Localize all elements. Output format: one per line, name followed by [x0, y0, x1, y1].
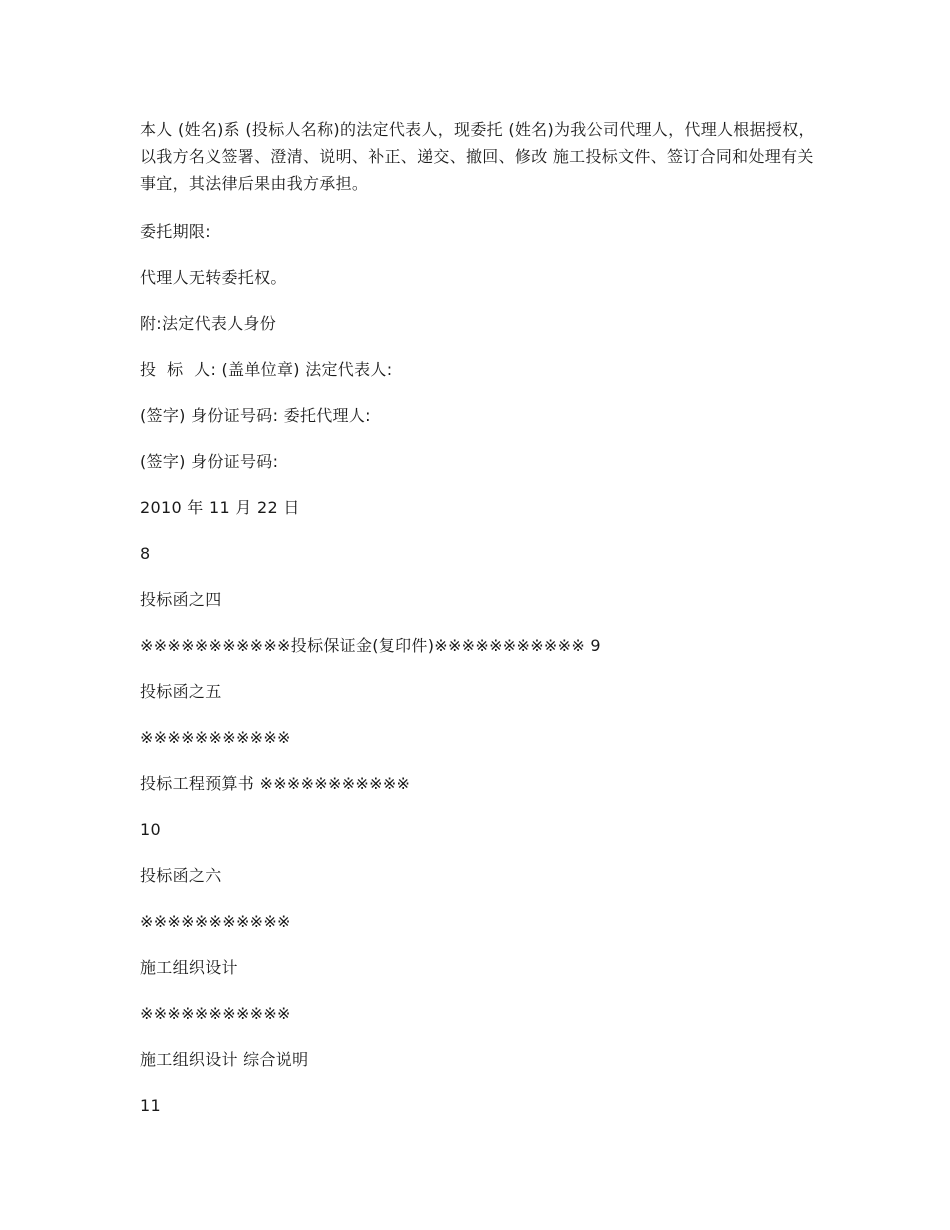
- entrust-period-line: 委托期限:: [140, 222, 211, 241]
- bid-bond-line: ※※※※※※※※※※※投标保证金(复印件)※※※※※※※※※※※ 9: [140, 636, 601, 655]
- construction-design-line: 施工组织设计: [140, 958, 238, 977]
- section-heading-5: 投标函之五: [140, 682, 222, 701]
- page-number-11: 11: [140, 1096, 161, 1115]
- intro-paragraph: 本人 (姓名)系 (投标人名称)的法定代表人，现委托 (姓名)为我公司代理人，代理人根据授权，以我方名义签署、澄清、说明、补正、递交、撤回、修改 施工投标文件、签订合同和处理有关事宜，其法律后果由我方承担。: [140, 120, 815, 193]
- bidder-seal-line: 投 标 人: (盖单位章) 法定代表人:: [140, 360, 393, 379]
- section-heading-6: 投标函之六: [140, 866, 222, 885]
- date-line: 2010 年 11 月 22 日: [140, 498, 300, 517]
- design-summary-line: 施工组织设计 综合说明: [140, 1050, 309, 1069]
- paragraph-spacer: [140, 197, 820, 209]
- no-sub-entrust-line: 代理人无转委托权。: [140, 268, 287, 287]
- separator-marks-1: ※※※※※※※※※※※: [140, 728, 291, 747]
- section-heading-4: 投标函之四: [140, 590, 222, 609]
- signature-id-line-1: (签字) 身份证号码: 委托代理人:: [140, 406, 371, 425]
- budget-line: 投标工程预算书 ※※※※※※※※※※※: [140, 774, 411, 793]
- separator-marks-3: ※※※※※※※※※※※: [140, 1004, 291, 1023]
- signature-id-line-2: (签字) 身份证号码:: [140, 452, 279, 471]
- attachment-line: 附:法定代表人身份: [140, 314, 277, 333]
- page-number-10: 10: [140, 820, 161, 839]
- separator-marks-2: ※※※※※※※※※※※: [140, 912, 291, 931]
- document-body: [140, 116, 820, 1129]
- page-number-8: 8: [140, 544, 151, 563]
